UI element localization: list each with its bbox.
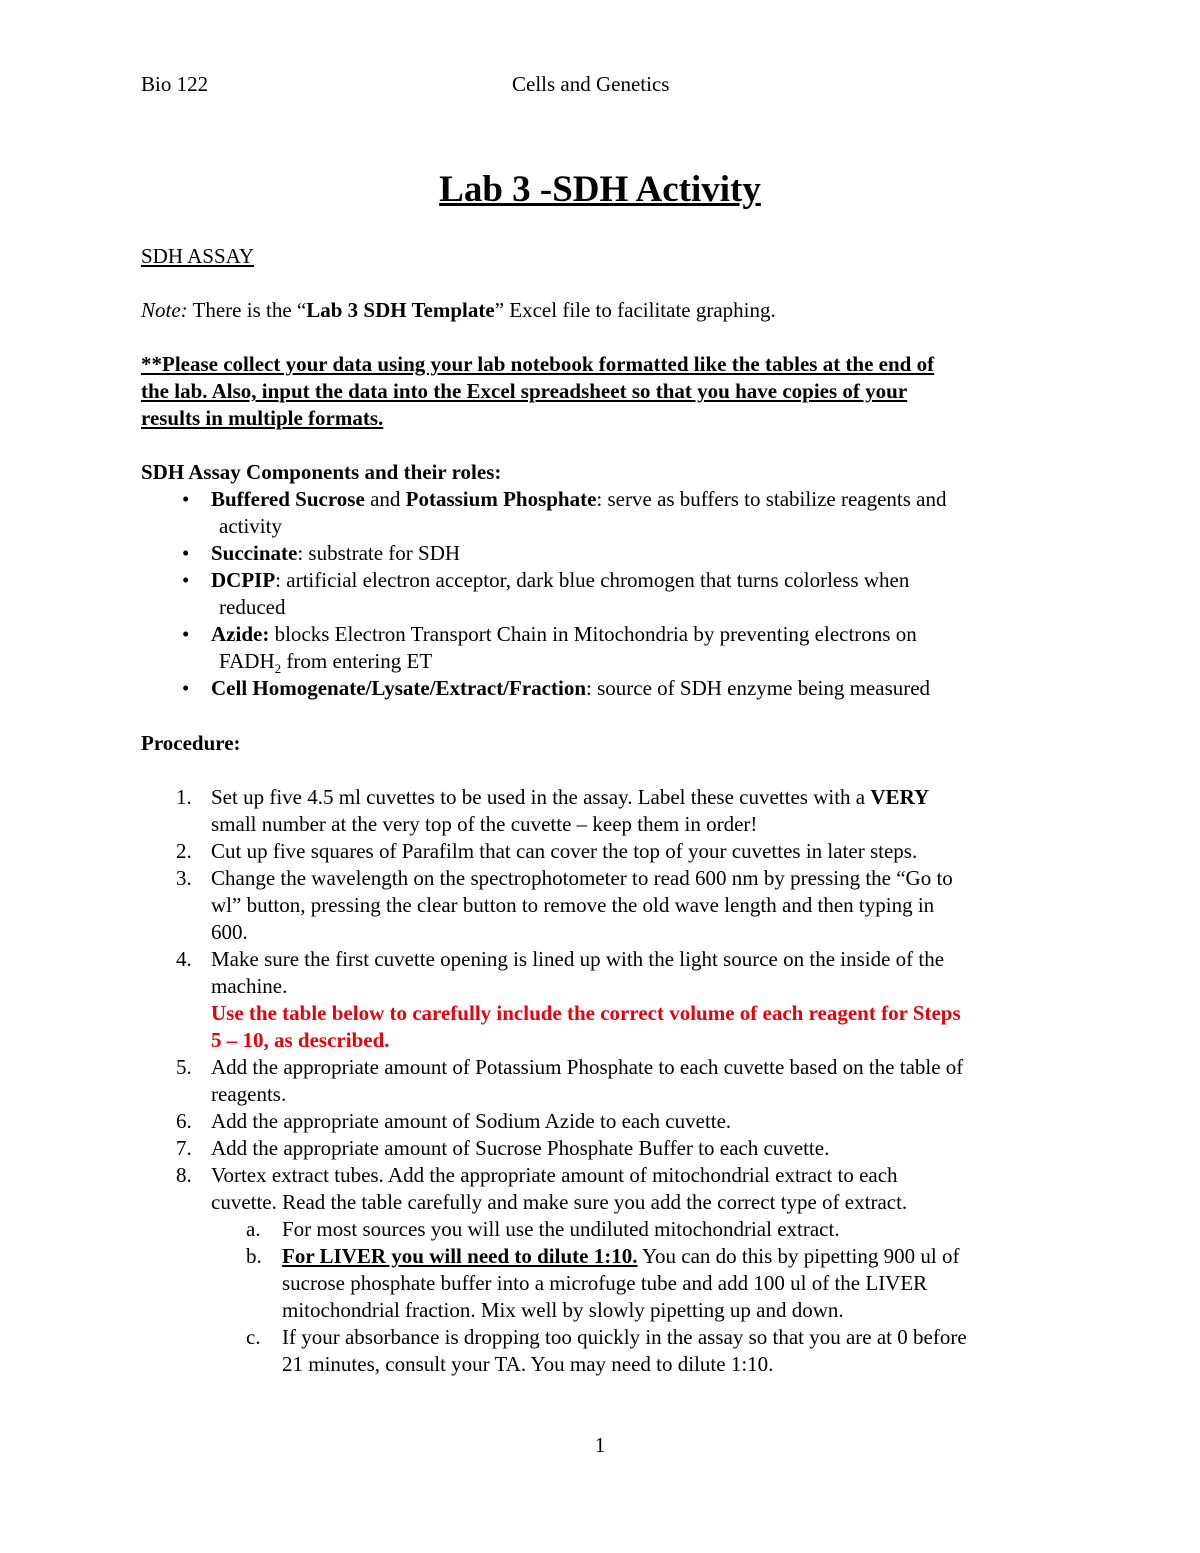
step-3: Change the wavelength on the spectrophotometer to read 600 nm by pressing the “Go to wl” button, pressing the clear button to remove the old wave length and then typing in 600. [211,866,953,944]
component-item-buffers: Buffered Sucrose and Potassium Phosphate: serve as buffers to stabilize reagents and activity [211,487,947,538]
component-item-azide: Azide: blocks Electron Transport Chain in Mitochondria by preventing electrons on $FADH_2$ from entering ET [211,622,917,677]
step-number: 8. [176,1163,192,1187]
substep-b: For LIVER you will need to dilute 1:10. You can do this by pipetting 900 ul of sucrose phosphate buffer into a microfuge tube and add 100 ul of the LIVER mitochondrial fraction. Mix well by slowly pipetting up and down. [282,1244,960,1322]
step-number: 4. [176,947,192,971]
step-number: 6. [176,1109,192,1133]
note-template-name: Lab 3 SDH Template [306,298,495,322]
section-heading-assay: SDH ASSAY [141,244,255,268]
note-label: Note: [141,298,188,322]
bullet-icon: • [182,676,190,700]
warning-text: Use the table below to carefully include the correct volume of each reagent for Steps [211,1001,961,1025]
bullet-icon: • [182,622,190,646]
substep-a: For most sources you will use the undiluted mitochondrial extract. [282,1217,840,1241]
step-8: Vortex extract tubes. Add the appropriate amount of mitochondrial extract to each cuvette. Read the table carefully and make sure you add the correct type of extract. [211,1163,908,1214]
substep-c: If your absorbance is dropping too quickly in the assay so that you are at 0 before 21 minutes, consult your TA. You may need to dilute 1:10. [282,1325,967,1376]
components-heading: SDH Assay Components and their roles: [141,460,502,484]
bullet-icon: • [182,568,190,592]
step-6: Add the appropriate amount of Sodium Azide to each cuvette. [211,1109,732,1133]
component-item-dcpip: DCPIP: artificial electron acceptor, dark blue chromogen that turns colorless when reduced [211,568,910,619]
bullet-icon: • [182,541,190,565]
note-post: ” Excel file to facilitate graphing. [494,298,776,322]
step-1: Set up five 4.5 ml cuvettes to be used in the assay. Label these cuvettes with a VERY small number at the very top of the cuvette – keep them in order! [211,785,930,836]
component-item-homogenate: Cell Homogenate/Lysate/Extract/Fraction: source of SDH enzyme being measured [211,676,931,700]
bullet-icon: • [182,487,190,511]
note-pre: There is the “ [187,298,307,322]
substep-letter: c. [246,1325,261,1349]
header-subject: Cells and Genetics [512,72,670,96]
step-number: 7. [176,1136,192,1160]
page-title: Lab 3 -SDH Activity [439,169,761,210]
collect-note-line-2: the lab. Also, input the data into the Excel spreadsheet so that you have copies of your [141,379,908,403]
header-course: Bio 122 [141,72,209,96]
step-number: 3. [176,866,192,890]
step-4: Make sure the first cuvette opening is lined up with the light source on the inside of the machine. Use the table below to carefully include the correct volume of each reagent for Steps 5 – 10, as described. [211,947,961,1052]
component-item-succinate: Succinate: substrate for SDH [211,541,461,565]
step-number: 1. [176,785,192,809]
step-number: 5. [176,1055,192,1079]
step-number: 2. [176,839,192,863]
step-7: Add the appropriate amount of Sucrose Phosphate Buffer to each cuvette. [211,1136,830,1160]
step-5: Add the appropriate amount of Potassium Phosphate to each cuvette based on the table of reagents. [211,1055,964,1106]
substep-letter: b. [246,1244,262,1268]
collect-note-line-1: **Please collect your data using your lab notebook formatted like the tables at the end of [141,352,935,376]
procedure-heading: Procedure: [141,731,241,755]
collect-note-line-3: results in multiple formats. [141,406,384,430]
substep-letter: a. [246,1217,261,1241]
page-number: 1 [594,1433,606,1457]
warning-text: 5 – 10, as described. [211,1028,390,1052]
step-2: Cut up five squares of Parafilm that can cover the top of your cuvettes in later steps. [211,839,918,863]
note-line [141,297,776,324]
